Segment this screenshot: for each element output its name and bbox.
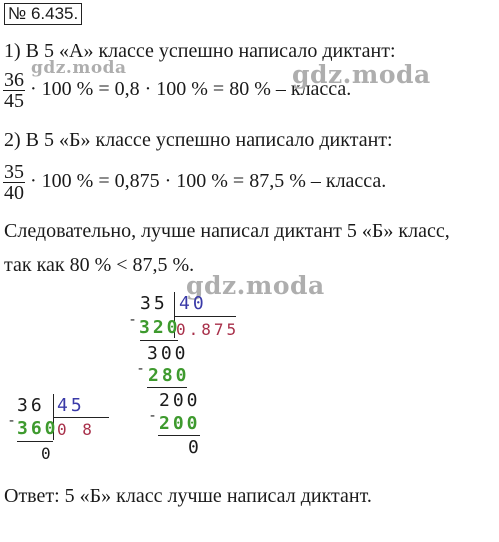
watermark-middle: gdz.moda <box>186 271 325 300</box>
division-b-final-remainder: 0 <box>41 444 54 463</box>
division-a-quotient: 0.875 <box>176 320 240 339</box>
part2-fraction <box>3 162 25 203</box>
watermark-top: gdz.moda <box>292 60 431 89</box>
division-b-dividend: 36 <box>17 395 45 416</box>
division-a-line-2 <box>147 387 187 388</box>
conclusion-line-1: Следовательно, лучше написал диктант 5 «Б» класс, <box>4 220 450 242</box>
part1-fraction-numerator: 36 <box>4 69 24 91</box>
conclusion-line-2: так как 80 % < 87,5 %. <box>4 254 195 276</box>
part2-fraction-denominator: 40 <box>4 182 24 204</box>
division-a-remainder-2: 200 <box>159 390 201 411</box>
part2-expression-rest: · 100 % = 0,875 · 100 % = 87,5 % – класса. <box>30 170 387 193</box>
part1-intro: 1) В 5 «А» классе успешно написало диктант: <box>4 40 396 62</box>
division-a-final-remainder: 0 <box>188 437 202 458</box>
division-a-dividend: 35 <box>140 293 168 314</box>
problem-number: № 6.435. <box>4 3 82 25</box>
division-b-divisor: 45 <box>57 395 85 416</box>
answer: Ответ: 5 «Б» класс лучше написал диктант. <box>4 485 372 507</box>
division-a-remainder-1: 300 <box>147 343 189 364</box>
division-a-bracket-horizontal <box>174 316 236 317</box>
part2-intro: 2) В 5 «Б» классе успешно написало диктант: <box>4 129 393 151</box>
division-b-minus-1: - <box>9 413 15 429</box>
division-b-subtrahend-1: 360 <box>17 418 59 439</box>
part1-expression-rest: · 100 % = 0,8 · 100 % = 80 % – класса. <box>30 78 352 101</box>
division-a-subtrahend-3: 200 <box>159 413 201 434</box>
division-a-line-1 <box>140 340 178 341</box>
watermark-small: gdz.moda <box>31 58 127 78</box>
division-a-minus-2: - <box>138 361 144 377</box>
division-a-minus-1: - <box>130 312 136 328</box>
part2-expression <box>3 162 386 203</box>
division-a-subtrahend-1: 320 <box>139 317 181 338</box>
part1-fraction-denominator: 45 <box>4 90 24 112</box>
division-a-subtrahend-2: 280 <box>148 365 190 386</box>
part2-fraction-numerator: 35 <box>4 161 24 183</box>
division-b-line-1 <box>17 441 53 442</box>
division-a-divisor: 40 <box>179 293 207 314</box>
part1-fraction <box>3 70 25 111</box>
division-b-bracket-horizontal <box>53 417 109 418</box>
division-b-quotient: 0 8 <box>57 420 95 439</box>
division-a-minus-3: - <box>150 408 156 424</box>
